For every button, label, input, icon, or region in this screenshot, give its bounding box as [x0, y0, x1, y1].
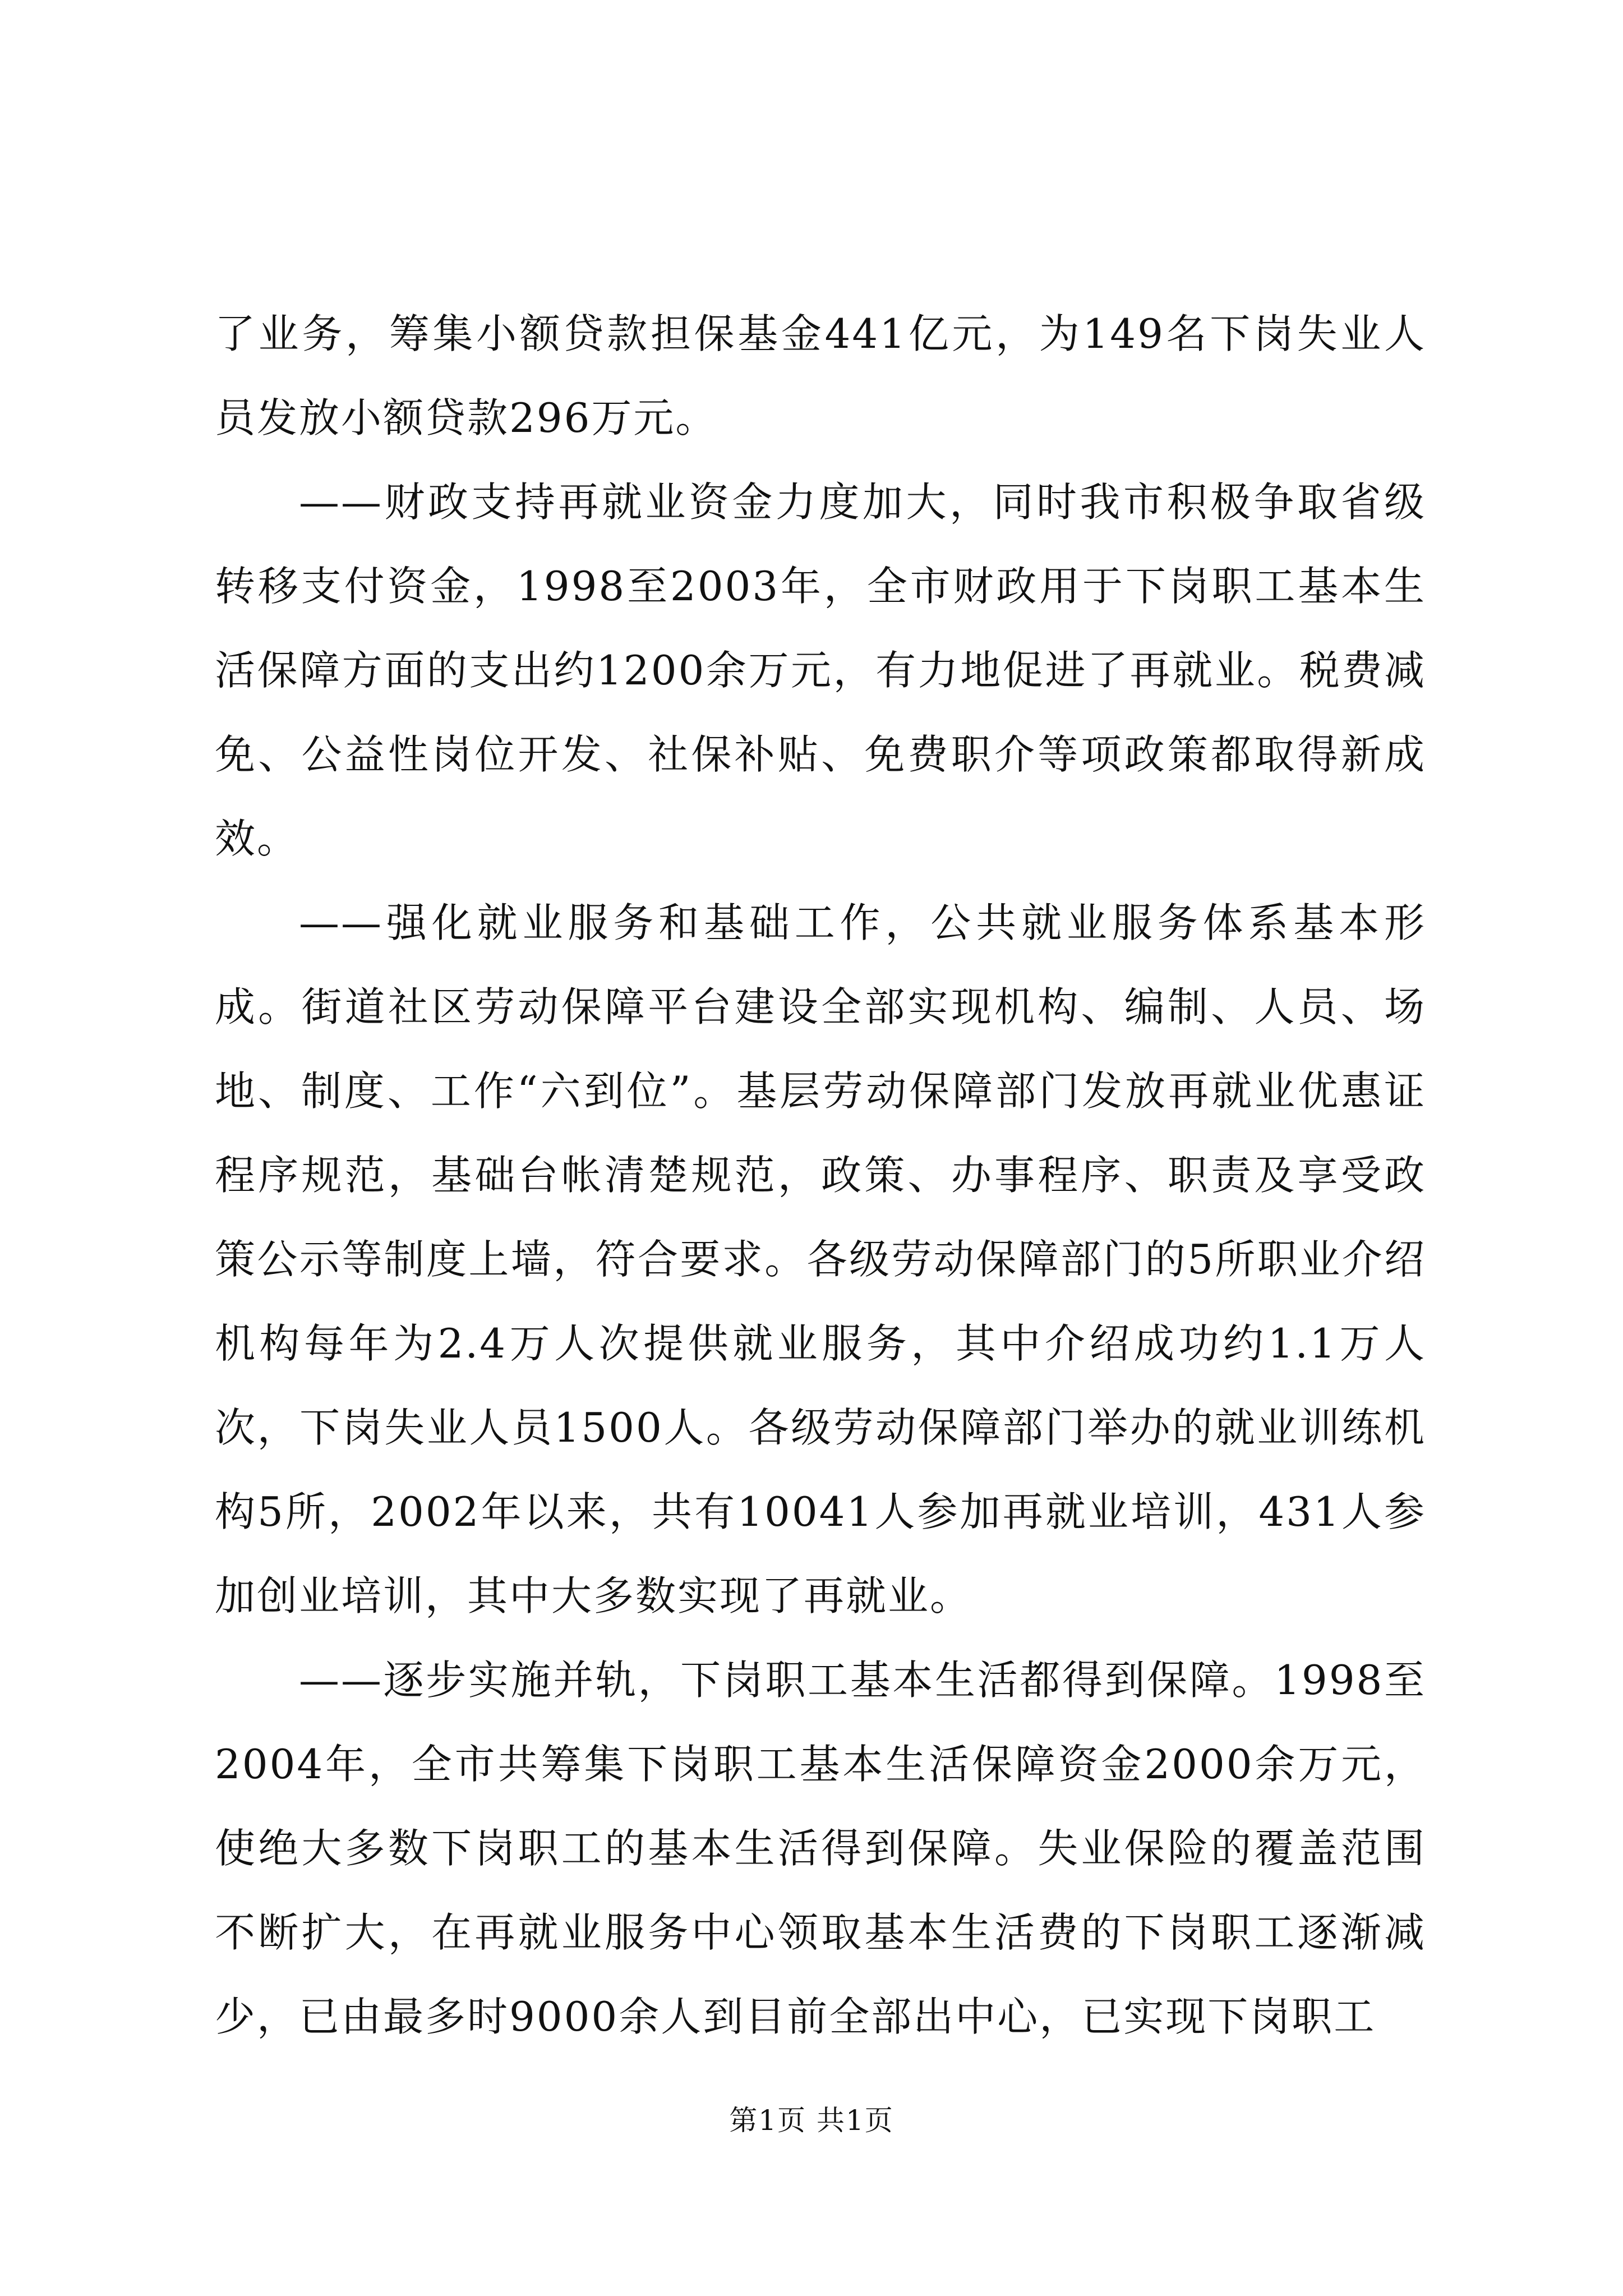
- page-footer: 第1页 共1页: [729, 2104, 894, 2137]
- paragraph-employment-service: ——强化就业服务和基础工作，公共就业服务体系基本形成。街道社区劳动保障平台建设全部实现机构、编制、人员、场地、制度、工作“六到位”。基层劳动保障部门发放再就业优惠证程序规范，基础台帐清楚规范，政策、办事程序、职责及享受政策公示等制度上墙，符合要求。各级劳动保障部门的5所职业介绍机构每年为2.4万人次提供就业服务，其中介绍成功约1.1万人次，下岗失业人员1500人。各级劳动保障部门举办的就业训练机构5所，2002年以来，共有10041人参加再就业培训，431人参加创业培训，其中大多数实现了再就业。: [215, 899, 1426, 1619]
- document-body: [215, 292, 1426, 2059]
- paragraph-merge: ——逐步实施并轨，下岗职工基本生活都得到保障。1998至2004年，全市共筹集下岗职工基本生活保障资金2000余万元，使绝大多数下岗职工的基本生活得到保障。失业保险的覆盖范围不断扩大，在再就业服务中心领取基本生活费的下岗职工逐渐减少，已由最多时9000余人到目前全部出中心，已实现下岗职工: [215, 1657, 1426, 2040]
- paragraph-finance: ——财政支持再就业资金力度加大，同时我市积极争取省级转移支付资金，1998至2003年，全市财政用于下岗职工基本生活保障方面的支出约1200余万元，有力地促进了再就业。税费减免、公益性岗位开发、社保补贴、免费职介等项政策都取得新成效。: [215, 478, 1426, 862]
- paragraph-loan: 了业务，筹集小额贷款担保基金441亿元，为149名下岗失业人员发放小额贷款296万元。: [215, 310, 1426, 441]
